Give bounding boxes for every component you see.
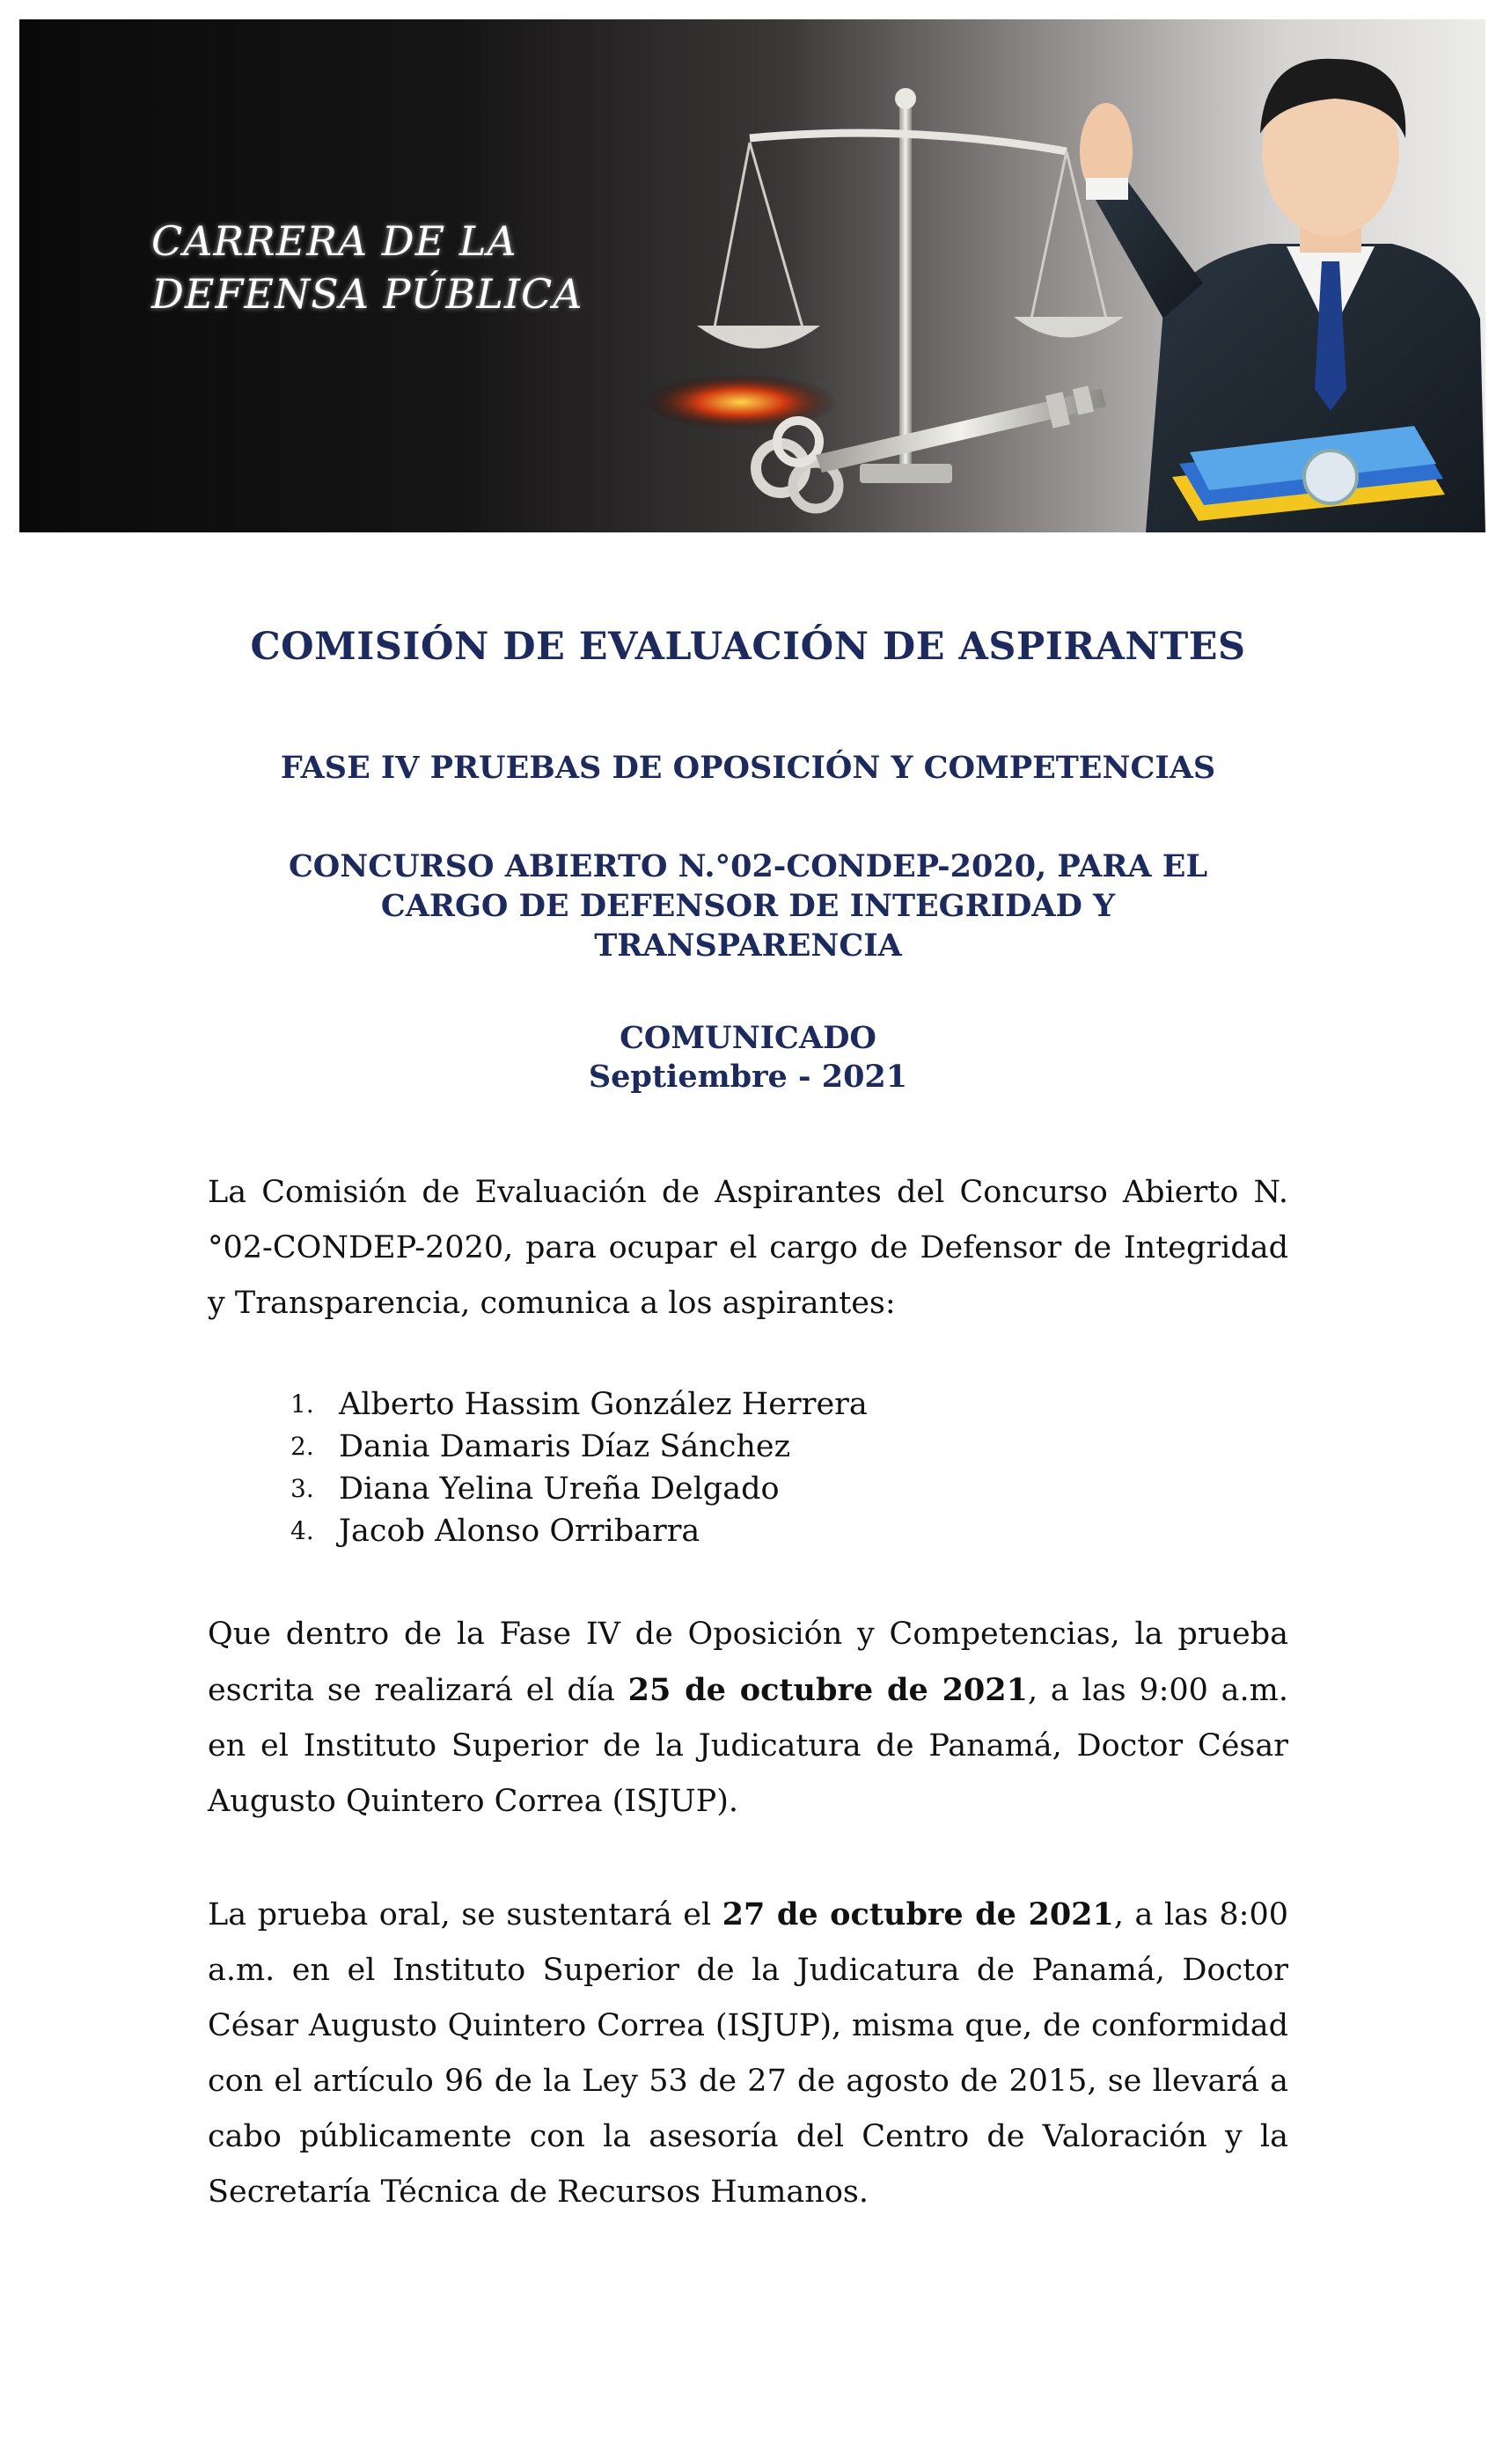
list-item [290,1510,868,1552]
list-item-number: 2. [290,1432,314,1461]
list-item [290,1426,868,1468]
concurso-line2: CARGO DE DEFENSOR DE INTEGRIDAD Y [380,888,1116,924]
list-item-number: 3. [290,1474,314,1503]
oral-test-text-pre: La prueba oral, se sustentará el [208,1897,722,1932]
concurso-heading [264,847,1232,965]
commission-heading: COMISIÓN DE EVALUACIÓN DE ASPIRANTES [250,625,1246,669]
comunicado-date: Septiembre - 2021 [588,1059,908,1095]
oral-test-paragraph [208,1887,1288,2220]
comunicado-title: COMUNICADO [620,1020,876,1056]
list-item [290,1383,868,1426]
phase-heading: FASE IV PRUEBAS DE OPOSICIÓN Y COMPETENCIAS [280,750,1216,786]
written-test-text-post: , a las 9:00 a.m. en el Instituto Superior de la Judicatura de Panamá, Doctor César Augusto Quintero Correa (ISJUP). [208,1673,1288,1819]
concurso-line1: CONCURSO ABIERTO N.°02-CONDEP-2020, PARA EL [288,848,1208,884]
list-item-name: Alberto Hassim González Herrera [339,1387,868,1422]
list-item-number: 4. [290,1516,314,1545]
written-test-paragraph [208,1607,1288,1830]
banner-title [151,215,583,320]
list-item-name: Diana Yelina Ureña Delgado [339,1471,780,1507]
concurso-line3: TRANSPARENCIA [594,928,902,964]
oral-test-date: 27 de octubre de 2021 [722,1896,1114,1932]
written-test-text-pre: Que dentro de la Fase IV de Oposición y Competencias, la prueba escrita se realizará el día [208,1617,1288,1708]
banner-title-line2: DEFENSA PÚBLICA [151,270,583,318]
list-item-name: Dania Damaris Díaz Sánchez [339,1429,791,1464]
oral-test-text-post: , a las 8:00 a.m. en el Instituto Superior de la Judicatura de Panamá, Doctor César Augusto Quintero Correa (ISJUP), misma que, de conformidad con el artículo 96 de la Ley 53 de 27 de agosto de 2015, se llevará a cabo públicamente con la asesoría del Centro de Valoración y la Secretaría Técnica de Recursos Humanos. [208,1897,1289,2210]
intro-paragraph: La Comisión de Evaluación de Aspirantes del Concurso Abierto N.°02-CONDEP-2020, para ocupar el cargo de Defensor de Integridad y Transparencia, comunica a los aspirantes: [208,1175,1288,1321]
comunicado-heading [0,1019,1496,1096]
list-item-number: 1. [290,1390,314,1419]
list-item [290,1468,868,1510]
candidates-list [290,1383,868,1552]
written-test-date: 25 de octubre de 2021 [627,1672,1028,1708]
banner-title-line1: CARRERA DE LA [151,217,517,265]
header-banner [19,19,1485,532]
lawyer-illustration [1080,59,1485,532]
list-item-name: Jacob Alonso Orribarra [339,1514,700,1549]
